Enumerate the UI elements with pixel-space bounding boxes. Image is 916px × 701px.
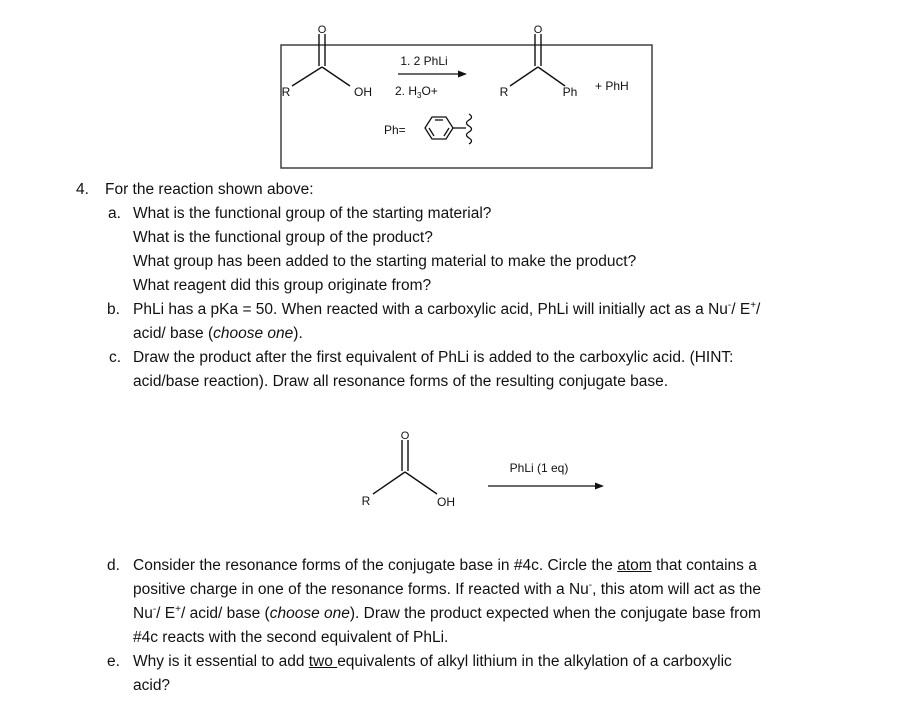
ketone-oxygen: O <box>533 24 543 36</box>
part-e-line-1: Why is it essential to add two equivalents of alkyl lithium in the alkylation of a carboxylic <box>133 653 732 670</box>
part-a-line-2: What is the functional group of the product? <box>133 229 433 246</box>
part-e-line-2: acid? <box>133 677 171 694</box>
benzene-byproduct: + PhH <box>595 79 629 93</box>
part-b-line-1: PhLi has a pKa = 50. When reacted with a carboxylic acid, PhLi will initially act as a Nu-/ E+/ <box>133 300 761 318</box>
reaction-scheme-box <box>0 0 916 170</box>
question-intro: For the reaction shown above: <box>105 181 314 198</box>
part-c-letter: c. <box>109 349 122 366</box>
carboxylic-acid-structure <box>292 34 350 86</box>
ketone-structure <box>510 34 565 86</box>
reagent-step-1: 1. 2 PhLi <box>400 54 448 68</box>
part-c-line-2: acid/base reaction). Draw all resonance forms of the resulting conjugate base. <box>133 373 669 390</box>
part-c-line-1: Draw the product after the first equivalent of PhLi is added to the carboxylic acid. (HINT: <box>133 349 734 366</box>
part-d-line-1: Consider the resonance forms of the conjugate base in #4c. Circle the atom that contains a <box>133 557 757 574</box>
acid-r-group: R <box>281 85 291 99</box>
reaction-arrow-head <box>458 71 467 78</box>
acid-oxygen: O <box>317 24 327 36</box>
reagent-label: PhLi (1 eq) <box>509 461 569 475</box>
question-number: 4. <box>76 181 89 198</box>
reagent-arrow-head <box>595 483 604 490</box>
part-d-line-2: positive charge in one of the resonance forms. If reacted with a Nu-, this atom will act as the <box>133 580 761 598</box>
part-a-line-1: What is the functional group of the starting material? <box>133 205 492 222</box>
phenyl-ring-icon <box>425 114 472 144</box>
reagent-step-2: 2. $H_3O+$ <box>395 84 438 100</box>
ketone-phenyl: Ph <box>562 85 578 99</box>
scheme-border <box>281 45 652 168</box>
acid-oxygen-2: O <box>400 430 410 442</box>
part-b-letter: b. <box>107 301 120 318</box>
part-a-letter: a. <box>108 205 121 222</box>
part-a-line-3: What group has been added to the starting material to make the product? <box>133 253 637 270</box>
part-a-line-4: What reagent did this group originate from? <box>133 277 432 294</box>
part-b-line-2: acid/ base (choose one). <box>133 325 303 342</box>
part-d-line-4: #4c reacts with the second equivalent of PhLi. <box>133 629 449 646</box>
phenyl-definition-label: Ph= <box>384 123 406 137</box>
part-d-letter: d. <box>107 557 120 574</box>
acid-hydroxyl-2: OH <box>437 495 455 509</box>
acid-r-group-2: R <box>361 494 371 508</box>
acid-phenyllithium-scheme <box>0 420 916 520</box>
part-d-line-3: Nu-/ E+/ acid/ base (choose one). Draw the product expected when the conjugate base from <box>133 604 761 622</box>
part-e-letter: e. <box>107 653 120 670</box>
acid-hydroxyl: OH <box>354 85 372 99</box>
carboxylic-acid-structure-2 <box>373 440 437 494</box>
ketone-r-group: R <box>499 85 509 99</box>
